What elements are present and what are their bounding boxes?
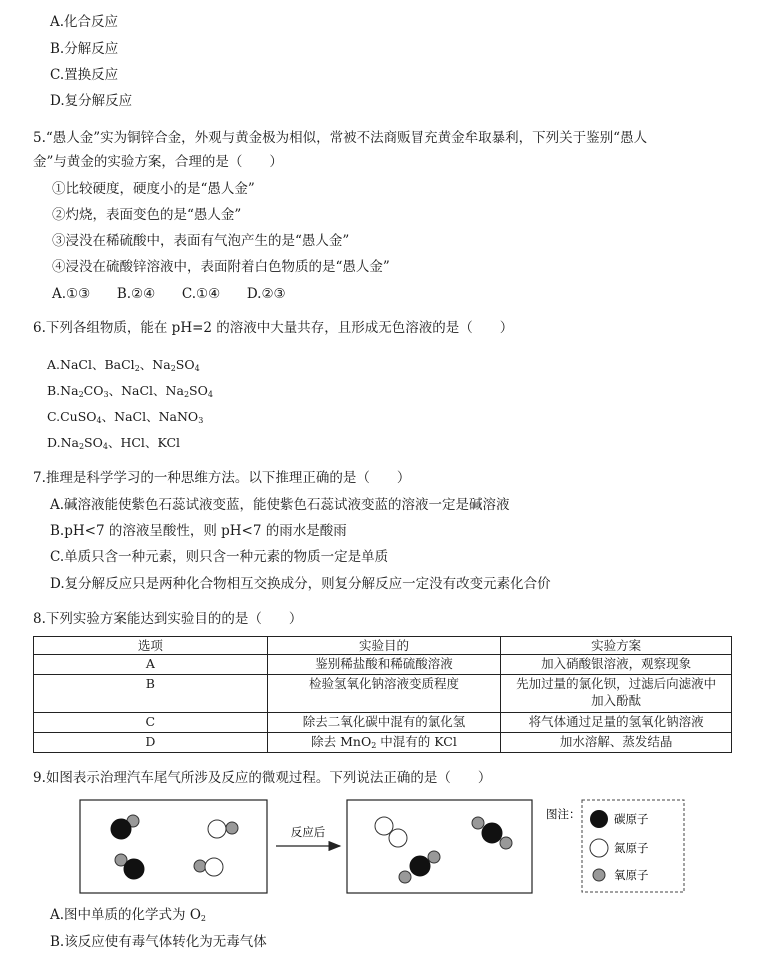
table-cell-option: C <box>34 713 268 733</box>
table-cell-purpose: 除去 MnO$_2$ 中混有的 KCl <box>267 733 501 753</box>
q7-option-c: C.单质只含一种元素，则只含一种元素的物质一定是单质 <box>50 549 389 565</box>
q7-option-b: B.pH<7 的溶液呈酸性，则 pH<7 的雨水是酸雨 <box>50 523 347 539</box>
q6-option-b: $B.Na_2CO_3$、NaCl、$Na_2SO_4$ <box>47 383 213 399</box>
q9-option-b: B.该反应使有毒气体转化为无毒气体 <box>50 934 267 950</box>
q5-option-b: B.②④ <box>116 286 156 302</box>
q5-stem-line1: 5.“愚人金”实为铜锌合金，外观与黄金极为相似，常被不法商贩冒充黄金牟取暴利，下列关于鉴别“愚人 <box>33 130 648 146</box>
table-cell-plan: 将气体通过足量的氢氧化钠溶液 <box>501 713 732 733</box>
q4-option-b: B.分解反应 <box>50 41 119 57</box>
carbon-atom-icon <box>590 810 608 828</box>
legend-carbon: 碳原子 <box>614 812 649 826</box>
table-header-purpose: 实验目的 <box>267 637 501 655</box>
table-cell-plan: 加入硝酸银溶液，观察现象 <box>501 655 732 675</box>
q5-item-2: ②灼烧，表面变色的是“愚人金” <box>52 207 242 223</box>
q5-item-3: ③浸没在稀硫酸中，表面有气泡产生的是“愚人金” <box>52 233 350 249</box>
table-cell-option: D <box>34 733 268 753</box>
q6-option-c: C.CuSO$_4$、NaCl、NaNO$_3$ <box>47 409 204 425</box>
q7-stem: 7.推理是科学学习的一种思维方法。以下推理正确的是（ ） <box>33 470 411 486</box>
q5-item-4: ④浸没在硫酸锌溶液中，表面附着白色物质的是“愚人金” <box>52 259 390 275</box>
q6-stem: 6.下列各组物质，能在 pH=2 的溶液中大量共存，且形成无色溶液的是（ ） <box>33 320 514 336</box>
q4-option-d: D.复分解反应 <box>50 93 133 109</box>
table-header-option: 选项 <box>34 637 268 655</box>
nitrogen-atom-icon <box>590 839 608 857</box>
table-cell-plan: 加水溶解、蒸发结晶 <box>501 733 732 753</box>
q5-option-a: A.①③ <box>52 286 91 302</box>
table-cell-option: B <box>34 675 268 713</box>
legend-nitrogen: 氮原子 <box>614 841 649 855</box>
arrow-label: 反应后 <box>290 825 326 839</box>
legend-oxygen: 氧原子 <box>614 868 649 882</box>
table-cell-purpose: 检验氢氧化钠溶液变质程度 <box>267 675 501 713</box>
q7-option-d: D.复分解反应只是两种化合物相互交换成分，则复分解反应一定没有改变元素化合价 <box>50 576 551 592</box>
table-cell-purpose: 鉴别稀盐酸和稀硫酸溶液 <box>267 655 501 675</box>
q6-option-a: A.NaCl、BaCl$_2$、$Na_2SO_4$ <box>47 357 200 373</box>
q6-option-d: $D.Na_2SO_4$、HCl、KCl <box>47 435 181 451</box>
q5-item-1: ①比较硬度，硬度小的是“愚人金” <box>52 181 255 197</box>
legend-title: 图注： <box>546 807 581 821</box>
q7-option-a: A.碱溶液能使紫色石蕊试液变蓝，能使紫色石蕊试液变蓝的溶液一定是碱溶液 <box>50 497 510 513</box>
q8-stem: 8.下列实验方案能达到实验目的的是（ ） <box>33 611 303 627</box>
q5-stem-line2: 金”与黄金的实验方案，合理的是（ ） <box>33 154 283 170</box>
table-header-plan: 实验方案 <box>501 637 732 655</box>
table-cell-option: A <box>34 655 268 675</box>
table-cell-plan: 先加过量的氯化钡，过滤后向滤液中 加入酚酞 <box>501 675 732 713</box>
q5-option-d: D.②③ <box>246 286 286 302</box>
q4-option-a: A.化合反应 <box>50 14 119 30</box>
q9-option-a: A.图中单质的化学式为 $O_2$ <box>50 907 206 923</box>
oxygen-atom-icon <box>593 869 605 881</box>
q5-option-c: C.①④ <box>181 286 221 302</box>
q9-stem: 9.如图表示治理汽车尾气所涉及反应的微观过程。下列说法正确的是（ ） <box>33 770 492 786</box>
table-cell-purpose: 除去二氧化碳中混有的氯化氢 <box>267 713 501 733</box>
before-reaction-box <box>80 800 267 893</box>
q4-option-c: C.置换反应 <box>50 67 119 83</box>
